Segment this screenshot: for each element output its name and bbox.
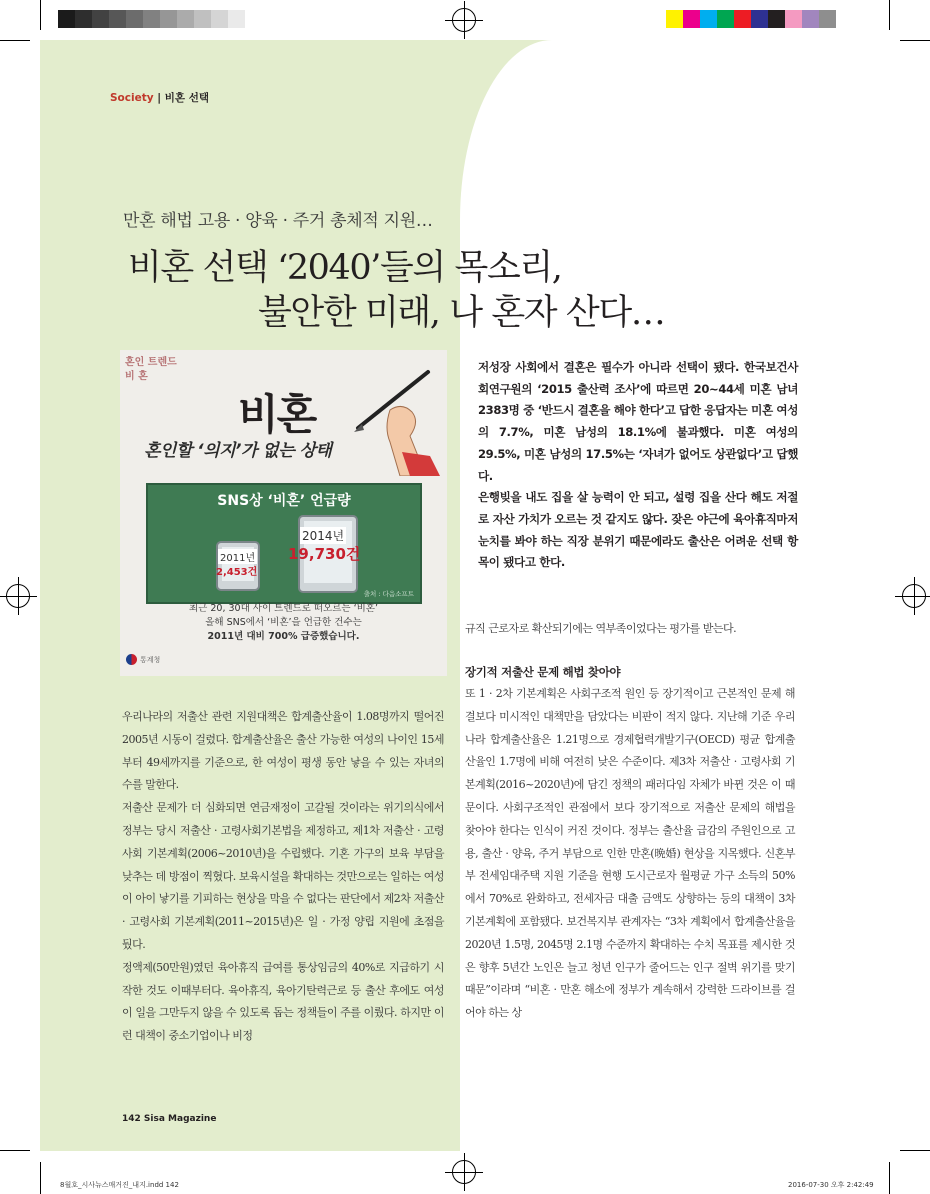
color-swatch [245,10,262,28]
registration-mark [452,8,476,32]
lead-text: 저성장 사회에서 결혼은 필수가 아니라 선택이 됐다. 한국보건사회연구원의 ‘2015 출산력 조사’에 따르면 20~44세 미혼 남녀 2383명 중 ‘반드시 결혼을 해야 한다’고 답한 응답자는 미혼 여성의 7.7%, 미혼 남성의 18.1%에 불과했다. 미혼 여성의 29.5%, 미혼 남성의 17.5%는 ‘자녀가 없어도 상관없다’고 답했다. [478,360,798,483]
color-swatch [819,10,836,28]
color-swatch [109,10,126,28]
infographic-description [120,602,447,644]
file-slug: 8월호_시사뉴스매거진_내지.indd 142 [60,1181,179,1189]
trend-label: 혼인 트렌드 [125,357,177,368]
agency-name: 통계청 [140,655,161,664]
article-subtitle: 만혼 해법 고용 · 양육 · 주거 총체적 지원… [123,211,433,231]
crop-mark [889,0,890,30]
crop-mark [900,1150,930,1151]
chalkboard [146,483,422,604]
color-swatch [717,10,734,28]
crop-mark [889,1162,890,1194]
crop-mark [0,40,30,41]
count-2014: 19,730건 [288,545,361,563]
body-paragraph: 규직 근로자로 확산되기에는 역부족이었다는 평가를 받는다. [465,622,737,635]
color-swatch [734,10,751,28]
color-swatch [177,10,194,28]
body-column-right [465,683,795,1025]
color-swatch [666,10,683,28]
body-paragraph: 정액제(50만원)였던 육아휴직 급여를 통상임금의 40%로 지급하기 시작한 것도 이때부터다. 육아휴직, 육아기탄력근로 등 출산 후에도 여성이 일을 그만두지 않을 수 있도록 돕는 정책들이 주를 이뤘다. 하지만 이런 대책이 중소기업이나 비정 [122,960,444,1043]
color-swatch [211,10,228,28]
article-title-line2: 불안한 미래, 나 혼자 산다… [258,293,665,333]
process-color-bar [666,10,836,28]
source-credit: 출처 : 다음소프트 [363,590,414,598]
body-paragraph: 우리나라의 저출산 관련 지원대책은 합계출산율이 1.08명까지 떨어진 2005년 시동이 걸렸다. 합계출산율은 출산 가능한 여성의 나이인 15세부터 49세까지를 기준으로, 한 여성이 평생 동안 낳을 수 있는 자녀의 수를 말한다. [122,710,444,792]
color-swatch [802,10,819,28]
big-word: 비혼 [238,390,316,439]
handwriting-caption: 혼인할 ‘의지’가 없는 상태 [144,441,332,461]
color-swatch [228,10,245,28]
crop-mark [900,40,930,41]
separator: | [157,92,162,104]
board-title: SNS상 ‘비혼’ 언급량 [217,493,351,509]
article-title-line1: 비혼 선택 ‘2040’들의 목소리, [128,248,562,288]
taegeuk-icon [126,654,137,665]
desc-line: 최근 20, 30대 사이 트렌드로 떠오르는 ‘비혼’ [188,603,378,614]
body-paragraph: 저출산 문제가 더 심화되면 연금재정이 고갈될 것이라는 위기의식에서 정부는 당시 저출산 · 고령사회기본법을 제정하고, 제1차 저출산 · 고령사회 기본계획(2006~2010년)을 수립했다. 기혼 가구의 보육 부담을 낮추는 데 방점이 찍혔다. 보육시설을 확대하는 것만으로는 일하는 여성이 아이 낳기를 기피하는 현상을 막을 수 없다는 판단에서 제2차 저출산 · 고령사회 기본계획(2011~2015년)은 일 · 가정 양립 지원에 초점을 뒀다. [122,801,444,951]
color-swatch [785,10,802,28]
agency-logo [126,654,160,665]
section-header [110,90,209,105]
lead-text: 은행빚을 내도 집을 살 능력이 안 되고, 설령 집을 산다 해도 저절로 자산 가치가 오르는 것 같지도 않다. 잦은 야근에 육아휴직마저 눈치를 봐야 하는 직장 분위기 때문에라도 출산은 어려운 선택 항목이 됐다고 한다. [478,490,798,570]
infographic [120,350,447,676]
trend-label-block [125,356,177,384]
color-swatch [700,10,717,28]
section-heading: 장기적 저출산 문제 해법 찾아야 [465,665,621,679]
color-swatch [75,10,92,28]
color-swatch [751,10,768,28]
body-column-left [122,706,444,1048]
crop-mark [40,1162,41,1194]
body-paragraph: 또 1 · 2차 기본계획은 사회구조적 원인 등 장기적이고 근본적인 문제 해결보다 미시적인 대책만을 담았다는 비판이 적지 않다. 지난해 기준 우리나라 합계출산율은 1.21명으로 경제협력개발기구(OECD) 평균 합계출산율인 1.7명에 비해 여전히 낮은 수준이다. 제3차 저출산 · 고령사회 기본계획(2016~2020년)에 담긴 정책의 패러다임 자체가 바뀐 것은 이 때문이다. 사회구조적인 관점에서 보다 장기적으로 저출산 문제의 해법을 찾아야 한다는 인식이 커진 것이다. 정부는 출산율 급감의 주원인으로 고용, 출산 · 양육, 주거 부담으로 인한 만혼(晩婚) 현상을 지목했다. 신혼부부 전세임대주택 지원 기준을 현행 도시근로자 월평균 가구 소득의 50%에서 70%로 완화하고, 전세자금 대출 금액도 상향하는 등의 대책이 3차 기본계획에 포함됐다. 보건복지부 관계자는 “3차 계획에서 합계출산율을 2020년 1.5명, 2045명 2.1명 수준까지 확대하는 수치 목표를 제시한 것은 향후 5년간 노인은 늘고 청년 인구가 줄어드는 인구 절벽 위기를 맞기 때문”이라며 “비혼 · 만혼 해소에 정부가 계속해서 강력한 드라이브를 걸어야 하는 상 [465,687,795,1020]
crop-mark [40,0,41,30]
grayscale-color-bar [58,10,262,28]
color-swatch [160,10,177,28]
registration-mark [902,584,926,608]
crop-mark [0,1150,30,1151]
color-swatch [126,10,143,28]
desc-line: 2011년 대비 700% 급증했습니다. [207,631,360,642]
page-folio: 142 Sisa Magazine [122,1114,217,1124]
color-swatch [143,10,160,28]
pen-hand-icon [350,366,440,476]
registration-mark [452,1160,476,1184]
registration-mark [6,584,30,608]
color-swatch [683,10,700,28]
body-column-right-top [465,618,795,641]
year-2014: 2014년 [302,529,345,543]
color-swatch [768,10,785,28]
section-label: 비혼 선택 [164,92,209,104]
trend-word: 비 혼 [125,371,148,382]
count-2011: 2,453건 [216,567,258,578]
color-swatch [194,10,211,28]
timestamp-slug: 2016-07-30 오후 2:42:49 [788,1181,874,1189]
color-swatch [92,10,109,28]
lead-paragraph [478,357,798,574]
desc-line: 올해 SNS에서 ‘비혼’을 언급한 건수는 [205,617,362,628]
color-swatch [58,10,75,28]
brand-label: Society [110,92,154,104]
year-2011: 2011년 [218,549,257,564]
